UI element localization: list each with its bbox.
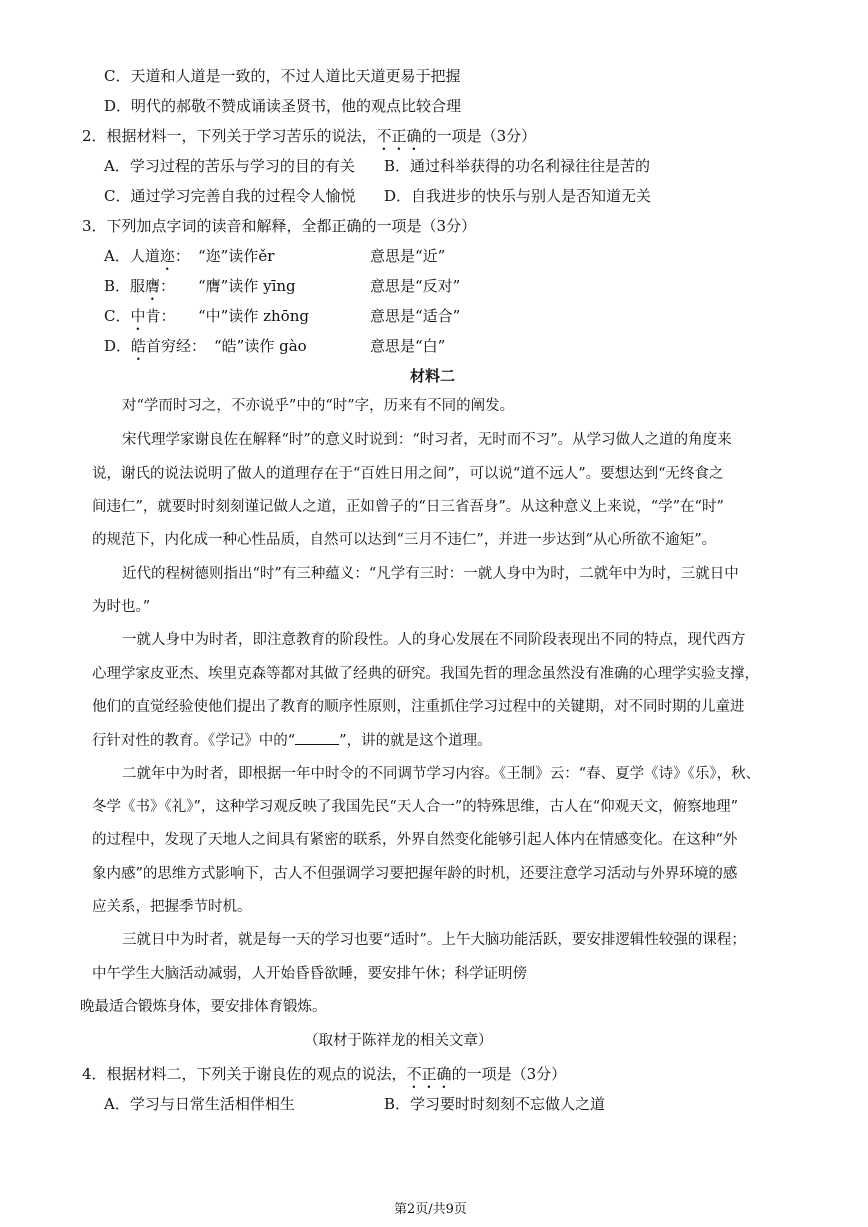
q2-stem: 2．根据材料一，下列关于学习苦乐的说法，不正确的一项是（3分） [82, 127, 537, 145]
material2-line: 说，谢氏的说法说明了做人的道理存在于“百姓日用之间”，可以说“道不远人”。要想达到“无终食之 [92, 466, 724, 482]
fill-blank [295, 730, 339, 745]
material2-blank-line: 行针对性的教育。《学记》中的“ ”，讲的就是这个道理。 [92, 730, 492, 751]
q2-option-d: D．自我进步的快乐与别人是否知道无关 [384, 187, 652, 205]
q3-option-b-reading: “膺”读作 yīng [198, 277, 296, 295]
material2-line: 的规范下，内化成一种心性品质，自然可以达到“三月不违仁”，并进一步达到“从心所欲不逾矩”。 [92, 532, 717, 548]
q3-option-b-meaning: 意思是“反对” [370, 277, 461, 295]
material2-line: 一就人身中为时者，即注意教育的阶段性。人的身心发展在不同阶段表现出不同的特点，现代西方 [122, 632, 746, 648]
material2-line: 晚最适合锻炼身体，要安排体育锻炼。 [80, 999, 327, 1015]
q3-option-c-reading: “中”读作 zhōng [198, 307, 309, 325]
material2-line: 近代的程树德则指出“时”有三种蕴义：“凡学有三时：一就人身中为时，二就年中为时，三就日中 [122, 566, 739, 582]
q3-option-b: B．服膺： [104, 277, 176, 295]
material2-title: 材料二 [410, 367, 456, 385]
material2-line: 象内感”的思维方式影响下，古人不但强调学习要把握年龄的时机，还要注意学习活动与外界环境的感 [92, 866, 738, 882]
material2-line: 宋代理学家谢良佐在解释“时”的意义时说到：“时习者，无时而不习”。从学习做人之道的角度来 [122, 432, 732, 448]
q1-option-d: D．明代的郝敬不赞成诵读圣贤书，他的观点比较合理 [104, 97, 462, 115]
q2-option-a: A．学习过程的苦乐与学习的目的有关 [104, 157, 355, 175]
q3-option-a: A．人道迩： [104, 247, 190, 265]
material2-line: 间违仁”，就要时时刻刻谨记做人之道，正如曾子的“日三省吾身”。从这种意义上来说，“学”在“时” [92, 499, 724, 515]
q3-option-c-meaning: 意思是“适合” [370, 307, 461, 325]
page-number: 第2页/共9页 [394, 1202, 467, 1217]
q3-option-d: D．皓首穷经： [104, 337, 207, 355]
material2-line: 对“学而时习之，不亦说乎”中的“时”字，历来有不同的阐发。 [122, 398, 515, 414]
material2-line: 三就日中为时者，就是每一天的学习也要“适时”。上午大脑功能活跃，要安排逻辑性较强的课程； [122, 932, 746, 948]
q2-emphasis: 不正确 [376, 127, 422, 145]
q3-option-c: C．中肯： [104, 307, 176, 325]
material2-line: 二就年中为时者，即根据一年中时令的不同调节学习内容。《王制》云：“春、夏学《诗》《乐》，秋、 [122, 766, 761, 782]
material2-line: 中午学生大脑活动减弱，人开始昏昏欲睡，要安排午休；科学证明傍 [92, 966, 527, 982]
material2-line: 的过程中，发现了天地人之间具有紧密的联系，外界自然变化能够引起人体内在情感变化。在这种“外 [92, 832, 738, 848]
q1-option-c: C．天道和人道是一致的，不过人道比天道更易于把握 [104, 67, 461, 85]
material2-line: 为时也。” [92, 599, 151, 615]
q4-option-b: B．学习要时时刻刻不忘做人之道 [384, 1095, 606, 1113]
q3-option-a-reading: “迩”读作ěr [198, 247, 275, 265]
q3-stem: 3．下列加点字词的读音和解释，全都正确的一项是（3分） [82, 217, 477, 235]
q4-emphasis: 不正确 [406, 1065, 452, 1083]
q3-option-a-meaning: 意思是“近” [370, 247, 446, 265]
q2-option-b: B．通过科举获得的功名利禄往往是苦的 [384, 157, 651, 175]
material2-line: 应关系，把握季节时机。 [92, 899, 252, 915]
q4-stem: 4．根据材料二，下列关于谢良佐的观点的说法，不正确的一项是（3分） [82, 1065, 567, 1083]
q2-option-c: C．通过学习完善自我的过程令人愉悦 [104, 187, 356, 205]
q3-option-d-reading: “皓”读作 gào [214, 337, 307, 355]
q3-option-d-meaning: 意思是“白” [370, 337, 446, 355]
material2-line: 冬学《书》《礼》”，这种学习观反映了我国先民“天人合一”的特殊思维，古人在“仰观天文，俯察地理” [92, 799, 739, 815]
material2-source: （取材于陈祥龙的相关文章） [304, 1033, 493, 1049]
q4-option-a: A．学习与日常生活相伴相生 [104, 1095, 295, 1113]
material2-line: 他们的直觉经验使他们提出了教育的顺序性原则，注重抓住学习过程中的关键期，对不同时期的儿童进 [92, 699, 745, 715]
material2-line: 心理学家皮亚杰、埃里克森等都对其做了经典的研究。我国先哲的理念虽然没有准确的心理学实验支撑， [92, 666, 759, 682]
